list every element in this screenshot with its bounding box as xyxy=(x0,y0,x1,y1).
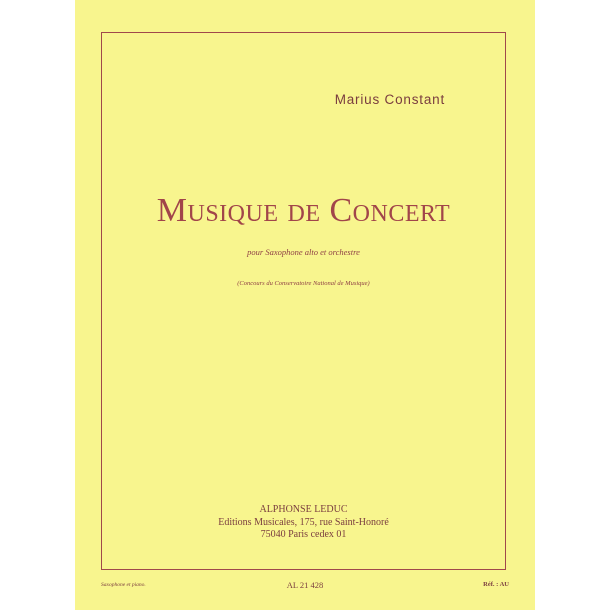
score-cover xyxy=(75,0,535,610)
reference-code: Réf. : AU xyxy=(483,581,509,588)
work-title: Musique de Concert xyxy=(156,192,451,229)
publisher-block xyxy=(102,504,505,542)
publisher-address: Editions Musicales, 175, rue Saint-Honoré xyxy=(218,516,389,528)
work-note: (Concours du Conservatoire National de Musique) xyxy=(237,280,370,287)
publisher-city: 75040 Paris cedex 01 xyxy=(260,529,347,540)
work-subtitle: pour Saxophone alto et orchestre xyxy=(247,247,360,257)
catalog-number: AL 21 428 xyxy=(286,580,324,590)
instrumentation-label: Saxophone et piano. xyxy=(101,582,146,588)
composer-name: Marius Constant xyxy=(334,92,445,107)
publisher-name: ALPHONSE LEDUC xyxy=(259,504,348,515)
cover-frame xyxy=(101,32,506,570)
